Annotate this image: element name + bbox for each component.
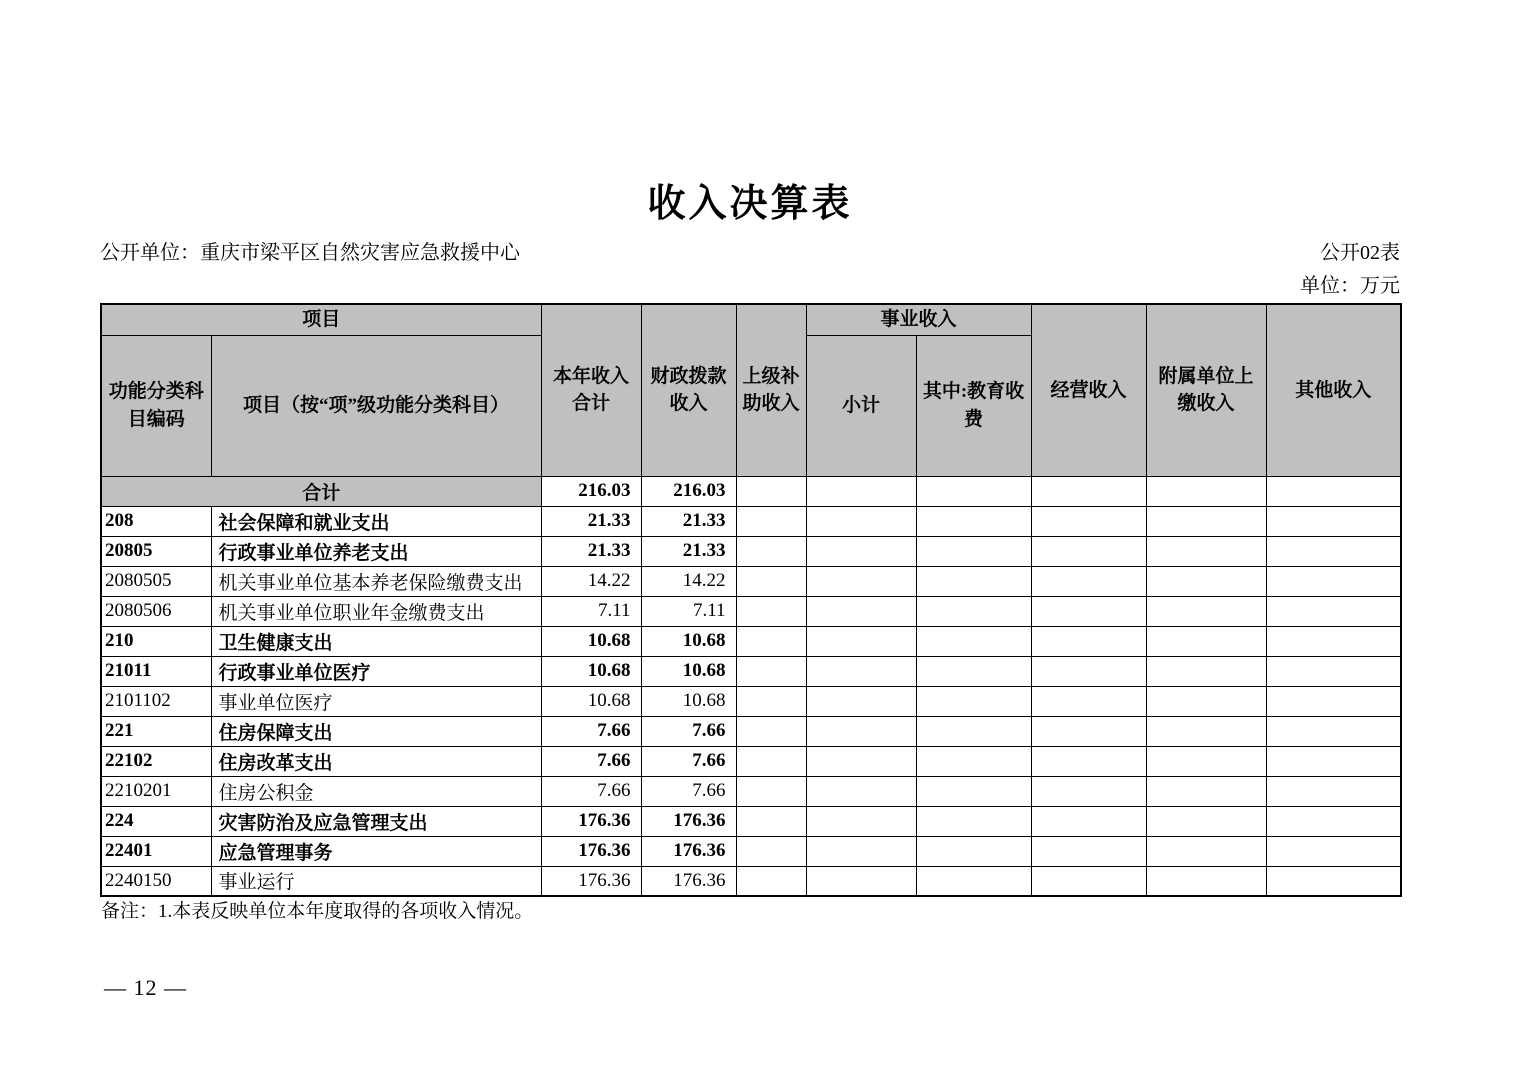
cell-empty: [1266, 746, 1401, 776]
header-col-name: 项目（按“项”级功能分类科目）: [211, 335, 541, 476]
table-row: [101, 866, 1401, 896]
cell-fiscal: 21.33: [641, 536, 736, 566]
table-code-label: 公开02表: [1320, 242, 1400, 264]
cell-empty: [1031, 626, 1146, 656]
cell-empty: [1266, 866, 1401, 896]
cell-name: 卫生健康支出: [211, 626, 541, 656]
cell-empty: [736, 476, 806, 506]
cell-empty: [1146, 776, 1266, 806]
header-col-subtotal: 小计: [806, 335, 916, 476]
cell-name: 社会保障和就业支出: [211, 506, 541, 536]
cell-code: 2240150: [101, 866, 211, 896]
table-row: [101, 626, 1401, 656]
cell-total: 7.66: [541, 746, 641, 776]
cell-total: 176.36: [541, 806, 641, 836]
cell-empty: [1146, 626, 1266, 656]
cell-empty: [1146, 656, 1266, 686]
cell-empty: [916, 746, 1031, 776]
cell-empty: [1031, 866, 1146, 896]
cell-empty: [806, 536, 916, 566]
header-col-year-total: 本年收入合计: [541, 304, 641, 476]
meta-right-block: [1300, 237, 1400, 303]
cell-empty: [916, 596, 1031, 626]
cell-empty: [1146, 686, 1266, 716]
cell-code: 224: [101, 806, 211, 836]
page-title: 收入决算表: [647, 183, 853, 225]
cell-fiscal: 176.36: [641, 866, 736, 896]
cell-empty: [916, 806, 1031, 836]
header-col-superior-subsidy: 上级补助收入: [736, 304, 806, 476]
cell-name: 住房保障支出: [211, 716, 541, 746]
cell-name: 住房改革支出: [211, 746, 541, 776]
cell-empty: [736, 686, 806, 716]
cell-code: 208: [101, 506, 211, 536]
cell-name: 机关事业单位基本养老保险缴费支出: [211, 566, 541, 596]
header-col-education-fee: 其中:教育收费: [916, 335, 1031, 476]
cell-empty: [736, 776, 806, 806]
cell-empty: [806, 596, 916, 626]
cell-empty: [1266, 566, 1401, 596]
cell-empty: [736, 596, 806, 626]
cell-fiscal: 7.11: [641, 596, 736, 626]
cell-name: 行政事业单位医疗: [211, 656, 541, 686]
cell-empty: [1266, 506, 1401, 536]
cell-empty: [916, 776, 1031, 806]
cell-empty: [1031, 746, 1146, 776]
table-row: [101, 596, 1401, 626]
cell-empty: [1146, 536, 1266, 566]
cell-empty: [916, 536, 1031, 566]
cell-total: 21.33: [541, 506, 641, 536]
cell-code: 21011: [101, 656, 211, 686]
cell-total: 176.36: [541, 866, 641, 896]
cell-total: 10.68: [541, 626, 641, 656]
table-row: [101, 686, 1401, 716]
cell-empty: [1266, 686, 1401, 716]
total-row: [101, 476, 1401, 506]
cell-fiscal: 7.66: [641, 746, 736, 776]
table-row: [101, 776, 1401, 806]
cell-name: 应急管理事务: [211, 836, 541, 866]
table-row: [101, 536, 1401, 566]
cell-empty: [736, 716, 806, 746]
table-row: [101, 566, 1401, 596]
total-fiscal-cell: 216.03: [641, 476, 736, 506]
cell-empty: [1146, 746, 1266, 776]
cell-code: 2210201: [101, 776, 211, 806]
cell-empty: [1266, 626, 1401, 656]
cell-fiscal: 7.66: [641, 716, 736, 746]
publish-unit-label: 公开单位：重庆市梁平区自然灾害应急救援中心: [100, 242, 520, 264]
cell-total: 10.68: [541, 656, 641, 686]
cell-total: 7.66: [541, 716, 641, 746]
cell-empty: [916, 836, 1031, 866]
cell-empty: [916, 626, 1031, 656]
cell-empty: [736, 866, 806, 896]
cell-empty: [1031, 776, 1146, 806]
cell-empty: [736, 536, 806, 566]
cell-empty: [806, 686, 916, 716]
cell-empty: [1031, 596, 1146, 626]
cell-total: 21.33: [541, 536, 641, 566]
cell-fiscal: 176.36: [641, 836, 736, 866]
cell-empty: [916, 506, 1031, 536]
cell-fiscal: 176.36: [641, 806, 736, 836]
cell-empty: [1146, 566, 1266, 596]
cell-empty: [806, 656, 916, 686]
cell-empty: [1031, 566, 1146, 596]
cell-empty: [806, 866, 916, 896]
cell-code: 2080506: [101, 596, 211, 626]
cell-empty: [1266, 716, 1401, 746]
cell-empty: [736, 566, 806, 596]
cell-empty: [736, 656, 806, 686]
cell-total: 7.66: [541, 776, 641, 806]
header-col-other: 其他收入: [1266, 304, 1401, 476]
cell-fiscal: 10.68: [641, 626, 736, 656]
cell-total: 176.36: [541, 836, 641, 866]
cell-fiscal: 10.68: [641, 656, 736, 686]
total-year-total-cell: 216.03: [541, 476, 641, 506]
table-row: [101, 716, 1401, 746]
cell-empty: [806, 776, 916, 806]
cell-empty: [1266, 596, 1401, 626]
cell-empty: [806, 746, 916, 776]
cell-code: 221: [101, 716, 211, 746]
cell-empty: [916, 656, 1031, 686]
cell-empty: [1146, 866, 1266, 896]
cell-total: 10.68: [541, 686, 641, 716]
cell-empty: [1146, 476, 1266, 506]
cell-fiscal: 10.68: [641, 686, 736, 716]
cell-name: 事业单位医疗: [211, 686, 541, 716]
table-body: [101, 476, 1401, 896]
cell-empty: [1031, 506, 1146, 536]
cell-empty: [916, 476, 1031, 506]
cell-empty: [736, 506, 806, 536]
cell-code: 2101102: [101, 686, 211, 716]
footnote: 备注：1.本表反映单位本年度取得的各项收入情况。: [101, 901, 534, 922]
cell-empty: [916, 566, 1031, 596]
cell-empty: [736, 626, 806, 656]
cell-empty: [1031, 716, 1146, 746]
table-row: [101, 746, 1401, 776]
cell-empty: [916, 866, 1031, 896]
page-number: — 12 —: [104, 975, 187, 1000]
cell-empty: [1266, 476, 1401, 506]
cell-empty: [736, 836, 806, 866]
cell-empty: [1266, 536, 1401, 566]
cell-empty: [1031, 836, 1146, 866]
cell-fiscal: 7.66: [641, 776, 736, 806]
cell-empty: [916, 686, 1031, 716]
cell-code: 210: [101, 626, 211, 656]
cell-empty: [1031, 656, 1146, 686]
cell-empty: [806, 806, 916, 836]
cell-empty: [1146, 596, 1266, 626]
cell-code: 22102: [101, 746, 211, 776]
income-table: [100, 303, 1402, 897]
header-project-group: 项目: [101, 304, 541, 335]
cell-empty: [736, 806, 806, 836]
header-col-affiliated-remit: 附属单位上缴收入: [1146, 304, 1266, 476]
table-row: [101, 506, 1401, 536]
table-row: [101, 656, 1401, 686]
header-business-income-group: 事业收入: [806, 304, 1031, 335]
cell-empty: [1266, 836, 1401, 866]
table-row: [101, 806, 1401, 836]
cell-name: 灾害防治及应急管理支出: [211, 806, 541, 836]
cell-empty: [806, 716, 916, 746]
cell-name: 住房公积金: [211, 776, 541, 806]
cell-empty: [1146, 506, 1266, 536]
cell-empty: [1031, 536, 1146, 566]
unit-note-label: 单位：万元: [1300, 275, 1400, 297]
cell-empty: [916, 716, 1031, 746]
cell-empty: [806, 836, 916, 866]
cell-empty: [1031, 476, 1146, 506]
table-row: [101, 836, 1401, 866]
cell-code: 2080505: [101, 566, 211, 596]
cell-empty: [1031, 806, 1146, 836]
cell-empty: [806, 476, 916, 506]
header-col-operating: 经营收入: [1031, 304, 1146, 476]
cell-empty: [1146, 806, 1266, 836]
cell-empty: [806, 506, 916, 536]
cell-name: 行政事业单位养老支出: [211, 536, 541, 566]
cell-empty: [1266, 806, 1401, 836]
cell-code: 20805: [101, 536, 211, 566]
cell-fiscal: 14.22: [641, 566, 736, 596]
cell-empty: [1266, 776, 1401, 806]
cell-total: 14.22: [541, 566, 641, 596]
cell-name: 机关事业单位职业年金缴费支出: [211, 596, 541, 626]
cell-empty: [1146, 836, 1266, 866]
cell-empty: [1266, 656, 1401, 686]
cell-empty: [736, 746, 806, 776]
cell-empty: [1031, 686, 1146, 716]
cell-empty: [1146, 716, 1266, 746]
total-row-label: 合计: [101, 476, 541, 506]
header-col-fiscal-appropriation: 财政拨款收入: [641, 304, 736, 476]
cell-fiscal: 21.33: [641, 506, 736, 536]
cell-total: 7.11: [541, 596, 641, 626]
cell-empty: [806, 566, 916, 596]
meta-row: [100, 237, 1400, 303]
header-col-code: 功能分类科目编码: [101, 335, 211, 476]
cell-name: 事业运行: [211, 866, 541, 896]
cell-code: 22401: [101, 836, 211, 866]
cell-empty: [806, 626, 916, 656]
